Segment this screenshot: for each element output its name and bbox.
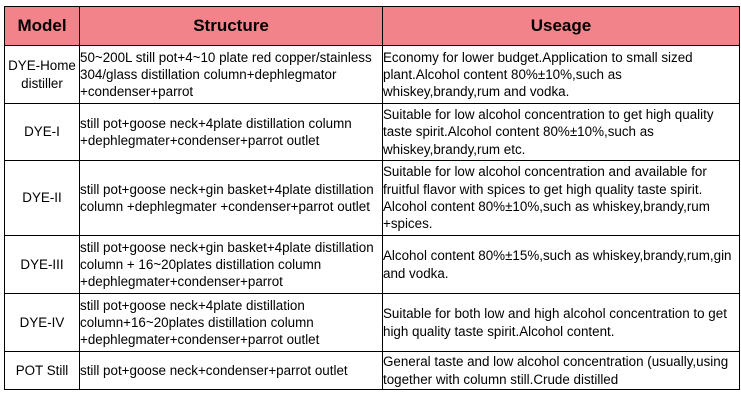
- model-cell: POT Still: [5, 352, 80, 390]
- table-row: [5, 46, 740, 104]
- model-cell: DYE-II: [5, 161, 80, 236]
- structure-cell: still pot+goose neck+4plate distillation column+16~20plates distillation column +dephlegmater+condenser+parrot outlet: [80, 294, 383, 352]
- structure-cell: still pot+goose neck+4plate distillation column +dephlegmater+condenser+parrot outlet: [80, 104, 383, 161]
- model-cell: DYE-IV: [5, 294, 80, 352]
- usage-cell: Suitable for low alcohol concentration and available for fruitful flavor with spices to get high quality taste spirit. Alcohol content 80%±10%,such as whiskey,brandy,rum +spices.: [383, 161, 740, 236]
- structure-cell: still pot+goose neck+gin basket+4plate distillation column + 16~20plates distillation column +dephlegmater+condenser+parrot: [80, 236, 383, 294]
- table-row: [5, 236, 740, 294]
- usage-cell: Suitable for both low and high alcohol concentration to get high quality taste spirit.Alcohol content.: [383, 294, 740, 352]
- header-model: Model: [5, 7, 80, 46]
- header-row: [5, 7, 740, 46]
- model-cell: DYE-III: [5, 236, 80, 294]
- table-row: [5, 294, 740, 352]
- spec-table: [4, 6, 740, 390]
- usage-cell: Suitable for low alcohol concentration to get high quality taste spirit.Alcohol content 80%±10%,such as whiskey,brandy,rum etc.: [383, 104, 740, 161]
- structure-cell: still pot+goose neck+gin basket+4plate distillation column +dephlegmater +condenser+parrot outlet: [80, 161, 383, 236]
- model-cell: DYE-I: [5, 104, 80, 161]
- table-row: [5, 104, 740, 161]
- usage-cell: General taste and low alcohol concentration (usually,using together with column still.Crude distilled: [383, 352, 740, 390]
- table-row: [5, 161, 740, 236]
- header-structure: Structure: [80, 7, 383, 46]
- usage-cell: Alcohol content 80%±15%,such as whiskey,brandy,rum,gin and vodka.: [383, 236, 740, 294]
- structure-cell: still pot+goose neck+condenser+parrot outlet: [80, 352, 383, 390]
- usage-cell: Economy for lower budget.Application to small sized plant.Alcohol content 80%±10%,such as whiskey,brandy,rum and vodka.: [383, 46, 740, 104]
- structure-cell: 50~200L still pot+4~10 plate red copper/stainless 304/glass distillation column+dephlegmator +condenser+parrot: [80, 46, 383, 104]
- table-row: [5, 352, 740, 390]
- model-cell: DYE-Home distiller: [5, 46, 80, 104]
- header-usage: Useage: [383, 7, 740, 46]
